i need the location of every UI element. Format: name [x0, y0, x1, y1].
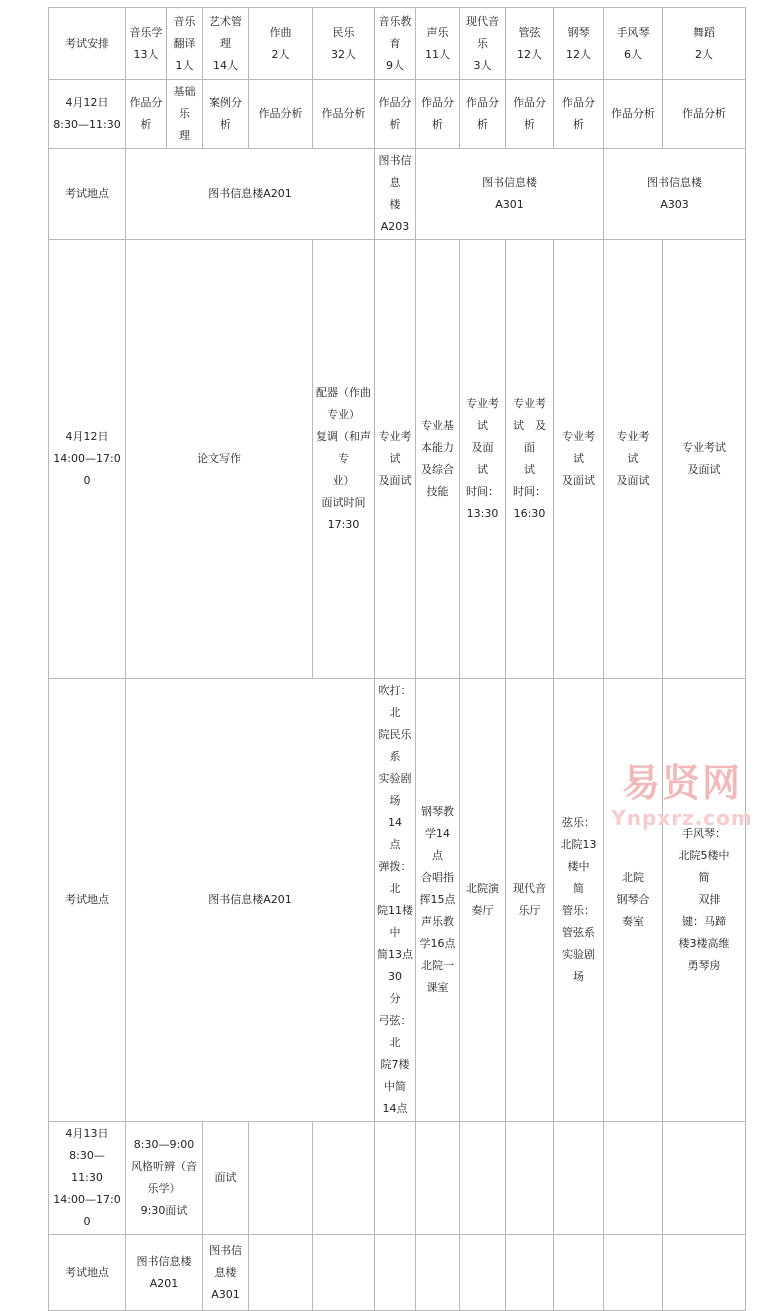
- site-watermark: [607, 760, 757, 840]
- empty-cell: [249, 1235, 313, 1311]
- empty-cell: [554, 1122, 604, 1235]
- col-yishu-guanli: 艺术管 理 14人: [203, 8, 249, 80]
- empty-cell: [416, 1235, 460, 1311]
- empty-cell: [460, 1122, 506, 1235]
- row-apr12-morning: [49, 80, 746, 149]
- cell: 北院演 奏厅: [460, 679, 506, 1122]
- cell: 图书信息楼A201: [126, 149, 375, 240]
- row-location-1: [49, 149, 746, 240]
- cell: 案例分 析: [203, 80, 249, 149]
- cell: 面试: [203, 1122, 249, 1235]
- cell: 作品分 析: [126, 80, 167, 149]
- time-cell: 4月12日 14:00—17:00: [49, 240, 126, 679]
- col-yinyue-fanyi: 音乐 翻译 1人: [167, 8, 203, 80]
- cell: 钢琴教 学14 点 合唱指 挥15点 声乐教 学16点 北院一 课室: [416, 679, 460, 1122]
- empty-cell: [375, 1235, 416, 1311]
- col-yinyuexue: 音乐学 13人: [126, 8, 167, 80]
- empty-cell: [554, 1235, 604, 1311]
- empty-cell: [663, 1122, 746, 1235]
- cell: 北院 钢琴合 奏室: [604, 679, 663, 1122]
- empty-cell: [375, 1122, 416, 1235]
- cell: 作品分析: [249, 80, 313, 149]
- cell: 配器（作曲 专业） 复调（和声 专 业） 面试时间 17:30: [313, 240, 375, 679]
- col-xiandai-yinyue: 现代音 乐 3人: [460, 8, 506, 80]
- col-yinyue-jiaoyu: 音乐教 育 9人: [375, 8, 416, 80]
- cell: 作品分析: [604, 80, 663, 149]
- col-zuoqu: 作曲 2人: [249, 8, 313, 80]
- cell: 作品分 析: [460, 80, 506, 149]
- empty-cell: [249, 1122, 313, 1235]
- location-label: 考试地点: [49, 149, 126, 240]
- cell: 专业考 试 及面 试 时间： 13:30: [460, 240, 506, 679]
- header-row: [49, 8, 746, 80]
- col-minle: 民乐 32人: [313, 8, 375, 80]
- cell: 图书信息楼A201: [126, 679, 375, 1122]
- row-apr12-afternoon: [49, 240, 746, 679]
- cell: 专业考试 及面试: [663, 240, 746, 679]
- cell: 图书信息楼 A201: [126, 1235, 203, 1311]
- row-location-3: [49, 1235, 746, 1311]
- cell: 作品分析: [313, 80, 375, 149]
- watermark-url-text: Ynpxrz.com: [611, 806, 753, 830]
- empty-cell: [506, 1122, 554, 1235]
- cell: 图书信息楼 A303: [604, 149, 746, 240]
- empty-cell: [313, 1235, 375, 1311]
- header-label: 考试安排: [49, 8, 126, 80]
- empty-cell: [604, 1122, 663, 1235]
- cell: 手风琴： 北院5楼中 简 双排 键：马蹄 楼3楼高维 勇琴房: [663, 679, 746, 1122]
- cell: 作品分 析: [375, 80, 416, 149]
- empty-cell: [506, 1235, 554, 1311]
- col-guanxian: 管弦 12人: [506, 8, 554, 80]
- cell: 基础乐 理: [167, 80, 203, 149]
- cell: 图书信息 楼 A203: [375, 149, 416, 240]
- watermark-main-text: 易贤网: [621, 760, 742, 805]
- row-location-2: [49, 679, 746, 1122]
- col-shengyue: 声乐 11人: [416, 8, 460, 80]
- cell: 现代音 乐厅: [506, 679, 554, 1122]
- cell: 8:30—9:00 风格听辨（音 乐学） 9:30面试: [126, 1122, 203, 1235]
- cell: 作品分 析: [554, 80, 604, 149]
- row-apr13: [49, 1122, 746, 1235]
- cell: 图书信息楼 A301: [416, 149, 604, 240]
- cell: 吹打：北 院民乐系 实验剧场 14 点 弹拨：北 院11楼中 简13点30 分 弓弦：北 院7楼中简 14点: [375, 679, 416, 1122]
- col-shoufengqin: 手风琴 6人: [604, 8, 663, 80]
- empty-cell: [460, 1235, 506, 1311]
- cell: 专业基 本能力 及综合 技能: [416, 240, 460, 679]
- location-label: 考试地点: [49, 1235, 126, 1311]
- exam-schedule-table: [48, 7, 746, 1311]
- cell: 专业考试 及面试: [375, 240, 416, 679]
- empty-cell: [663, 1235, 746, 1311]
- cell: 作品分 析: [506, 80, 554, 149]
- cell: 专业考 试 及 面 试 时间： 16:30: [506, 240, 554, 679]
- empty-cell: [416, 1122, 460, 1235]
- cell: 弦乐： 北院13 楼中 简 管乐： 管弦系 实验剧 场: [554, 679, 604, 1122]
- cell: 论文写作: [126, 240, 313, 679]
- empty-cell: [313, 1122, 375, 1235]
- empty-cell: [604, 1235, 663, 1311]
- col-gangqin: 钢琴 12人: [554, 8, 604, 80]
- time-cell: 4月13日 8:30— 11:30 14:00—17:00: [49, 1122, 126, 1235]
- col-wudao: 舞蹈 2人: [663, 8, 746, 80]
- cell: 作品分析: [663, 80, 746, 149]
- cell: 图书信 息楼 A301: [203, 1235, 249, 1311]
- cell: 专业考 试 及面试: [554, 240, 604, 679]
- cell: 作品分 析: [416, 80, 460, 149]
- time-cell: 4月12日 8:30—11:30: [49, 80, 126, 149]
- cell: 专业考 试 及面试: [604, 240, 663, 679]
- location-label: 考试地点: [49, 679, 126, 1122]
